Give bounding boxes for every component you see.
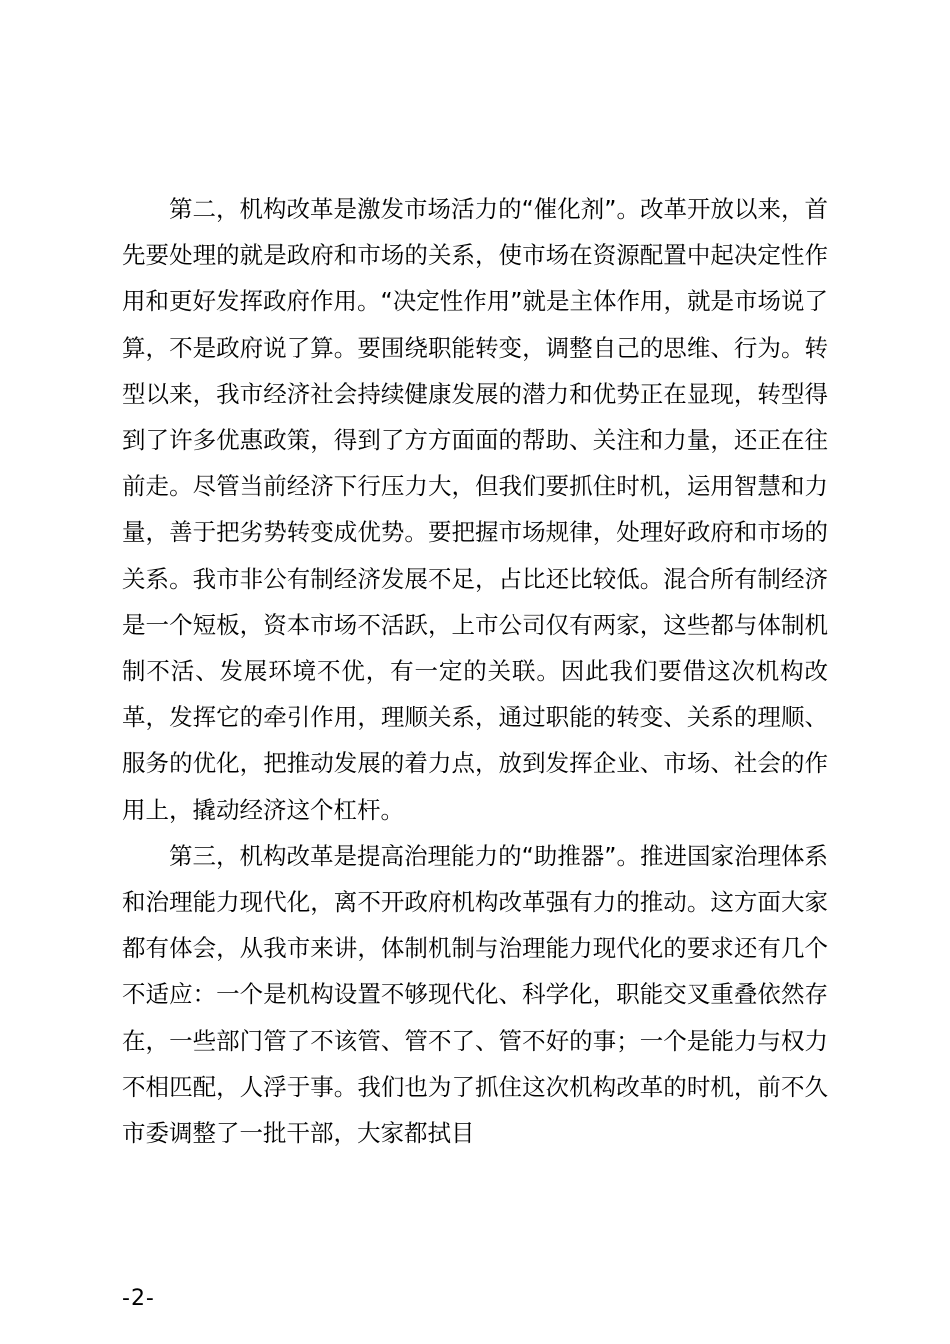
page-number: -2- xyxy=(122,1286,155,1311)
paragraph-2-catalyst: 第二，机构改革是激发市场活力的“催化剂”。改革开放以来，首先要处理的就是政府和市场的关系，使市场在资源配置中起决定性作用和更好发挥政府作用。“决定性作用”就是主体作用，就是市场说了算，不是政府说了算。要围绕职能转变，调整自己的思维、行为。转型以来，我市经济社会持续健康发展的潜力和优势正在显现，转型得到了许多优惠政策，得到了方方面面的帮助、关注和力量，还正在往前走。尽管当前经济下行压力大，但我们要抓住时机，运用智慧和力量，善于把劣势转变成优势。要把握市场规律，处理好政府和市场的关系。我市非公有制经济发展不足，占比还比较低。混合所有制经济是一个短板，资本市场不活跃，上市公司仅有两家，这些都与体制机制不活、发展环境不优，有一定的关联。因此我们要借这次机构改革，发挥它的牵引作用，理顺关系，通过职能的转变、关系的理顺、服务的优化，把推动发展的着力点，放到发挥企业、市场、社会的作用上，撬动经济这个杠杆。 xyxy=(122,195,828,824)
paragraph-3-booster: 第三，机构改革是提高治理能力的“助推器”。推进国家治理体系和治理能力现代化，离不开政府机构改革强有力的推动。这方面大家都有体会，从我市来讲，体制机制与治理能力现代化的要求还有几个不适应：一个是机构设置不够现代化、科学化，职能交叉重叠依然存在，一些部门管了不该管、管不了、管不好的事；一个是能力与权力不相匹配，人浮于事。我们也为了抓住这次机构改革的时机，前不久市委调整了一批干部，大家都拭目 xyxy=(122,841,828,1148)
document-body xyxy=(122,186,828,1156)
